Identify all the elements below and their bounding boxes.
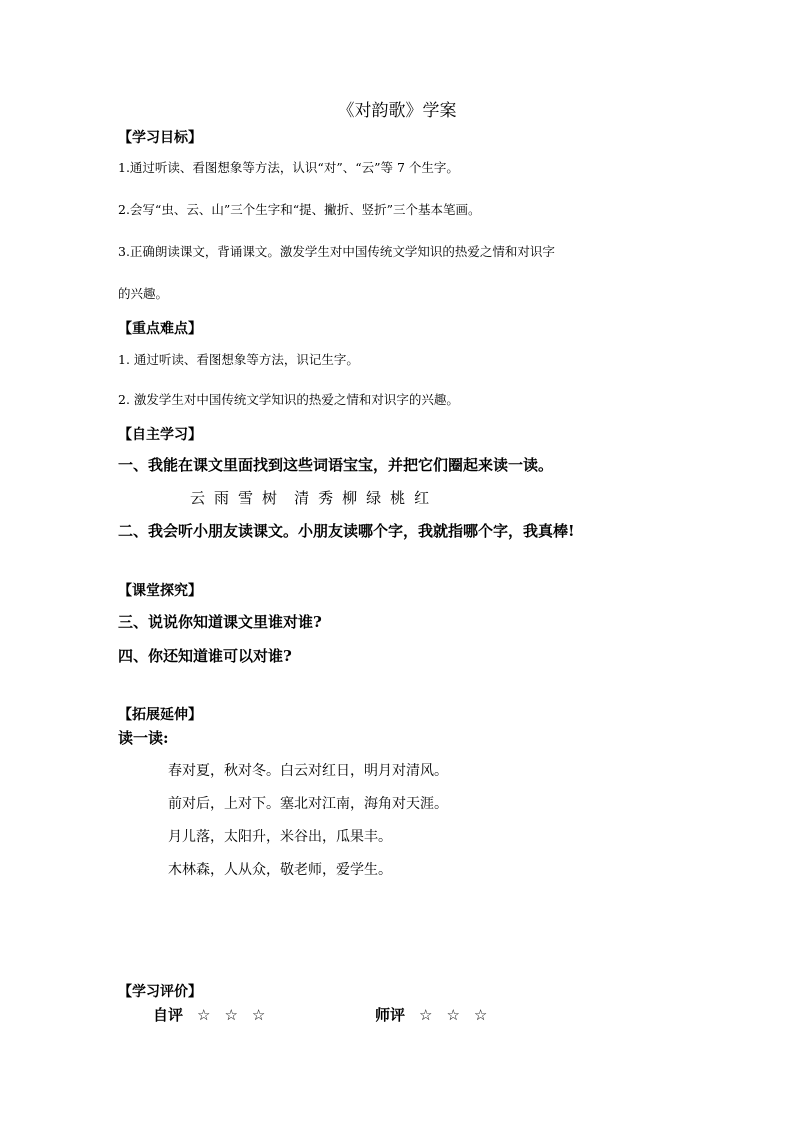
poem-line-1: 春对夏，秋对冬。白云对红日，明月对清风。 bbox=[168, 763, 448, 779]
key-points-heading: 【重点难点】 bbox=[118, 321, 202, 337]
self-eval-label: 自评 bbox=[153, 1006, 184, 1024]
goal-item-3: 3.正确朗读课文，背诵课文。激发学生对中国传统文学知识的热爱之情和对识字 bbox=[118, 244, 555, 259]
goal-item-3-cont: 的兴趣。 bbox=[118, 286, 169, 301]
read-label: 读一读: bbox=[118, 729, 169, 747]
word-item: 秀 bbox=[318, 489, 335, 507]
word-list bbox=[190, 487, 438, 508]
star-icon[interactable]: ☆ bbox=[224, 1006, 238, 1024]
word-item: 云 bbox=[190, 489, 207, 507]
question-1: 一、我能在课文里面找到这些词语宝宝，并把它们圈起来读一读。 bbox=[118, 456, 554, 474]
word-item: 树 bbox=[262, 489, 279, 507]
goal-item-1: 1.通过听读、看图想象等方法，认识“对”、“云”等 7 个生字。 bbox=[118, 160, 459, 175]
poem-line-3: 月儿落，太阳升，米谷出，瓜果丰。 bbox=[168, 829, 392, 845]
teacher-evaluation bbox=[375, 1004, 487, 1025]
evaluation-heading: 【学习评价】 bbox=[118, 984, 202, 1000]
star-icon[interactable]: ☆ bbox=[419, 1006, 433, 1024]
word-item: 桃 bbox=[390, 489, 407, 507]
teacher-eval-label: 师评 bbox=[375, 1006, 406, 1024]
page-title: 《对韵歌》学案 bbox=[337, 101, 457, 121]
question-2: 二、我会听小朋友读课文。小朋友读哪个字，我就指哪个字，我真棒! bbox=[118, 522, 575, 540]
poem-line-4: 木林森，人从众，敬老师，爱学生。 bbox=[168, 862, 392, 878]
question-4: 四、你还知道谁可以对谁? bbox=[118, 647, 292, 665]
star-icon[interactable]: ☆ bbox=[446, 1006, 460, 1024]
word-item: 绿 bbox=[366, 489, 383, 507]
word-item: 红 bbox=[414, 489, 431, 507]
extend-heading: 【拓展延伸】 bbox=[118, 707, 202, 723]
star-icon[interactable]: ☆ bbox=[473, 1006, 488, 1024]
goals-heading: 【学习目标】 bbox=[118, 130, 202, 146]
poem-line-2: 前对后，上对下。塞北对江南，海角对天涯。 bbox=[168, 796, 448, 812]
star-icon[interactable]: ☆ bbox=[197, 1006, 211, 1024]
explore-heading: 【课堂探究】 bbox=[118, 583, 202, 599]
key-point-item-1: 1. 通过听读、看图想象等方法，识记生字。 bbox=[118, 352, 359, 367]
key-point-item-2: 2. 激发学生对中国传统文学知识的热爱之情和对识字的兴趣。 bbox=[118, 392, 459, 407]
word-item: 清 bbox=[294, 489, 311, 507]
word-item: 柳 bbox=[342, 489, 359, 507]
goal-item-2: 2.会写“虫、云、山”三个生字和“提、撇折、竖折”三个基本笔画。 bbox=[118, 202, 481, 217]
self-evaluation bbox=[153, 1004, 265, 1025]
self-study-heading: 【自主学习】 bbox=[118, 427, 202, 443]
word-item: 雪 bbox=[238, 489, 255, 507]
question-3: 三、说说你知道课文里谁对谁? bbox=[118, 613, 322, 631]
star-icon[interactable]: ☆ bbox=[251, 1006, 266, 1024]
word-item: 雨 bbox=[214, 489, 231, 507]
